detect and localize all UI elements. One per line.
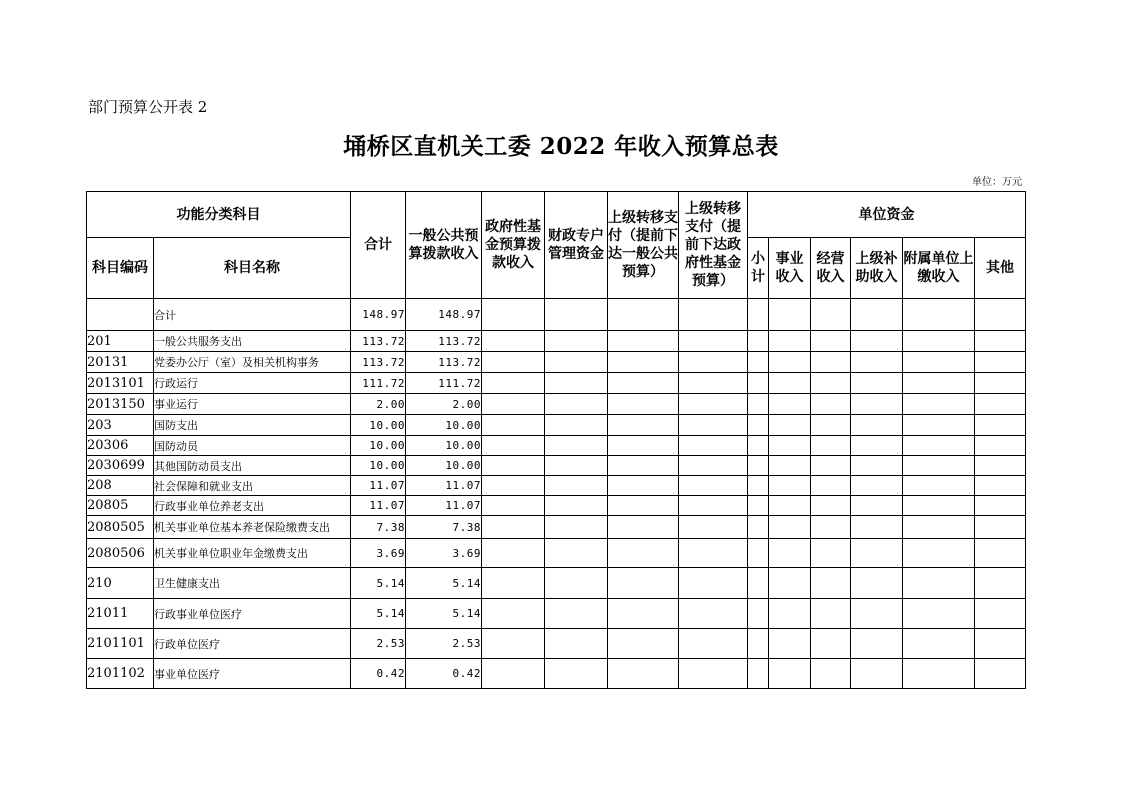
cell-code: 210	[87, 568, 154, 599]
cell-empty	[545, 436, 608, 456]
cell-empty	[679, 394, 748, 415]
cell-empty	[811, 568, 851, 599]
header-general-public-budget: 一般公共预算拨款收入	[406, 192, 482, 299]
cell-empty	[975, 331, 1026, 352]
cell-empty	[851, 516, 903, 539]
cell-empty	[748, 629, 769, 659]
cell-empty	[545, 629, 608, 659]
cell-empty	[545, 496, 608, 516]
cell-code: 20306	[87, 436, 154, 456]
header-business-income: 事业收入	[769, 238, 811, 299]
cell-general-public: 113.72	[406, 331, 482, 352]
cell-total: 148.97	[351, 299, 406, 331]
cell-general-public: 5.14	[406, 568, 482, 599]
cell-empty	[545, 659, 608, 689]
cell-empty	[748, 516, 769, 539]
cell-empty	[679, 599, 748, 629]
cell-general-public: 10.00	[406, 436, 482, 456]
cell-general-public: 5.14	[406, 599, 482, 629]
cell-empty	[811, 659, 851, 689]
cell-empty	[769, 331, 811, 352]
budget-table	[86, 191, 1026, 689]
table-row	[87, 331, 1026, 352]
cell-empty	[769, 476, 811, 496]
cell-code: 201	[87, 331, 154, 352]
cell-code: 2101102	[87, 659, 154, 689]
cell-empty	[975, 373, 1026, 394]
header-name: 科目名称	[154, 238, 351, 299]
cell-empty	[975, 299, 1026, 331]
cell-empty	[482, 331, 545, 352]
cell-empty	[545, 599, 608, 629]
cell-empty	[679, 629, 748, 659]
cell-code: 2013150	[87, 394, 154, 415]
cell-empty	[482, 599, 545, 629]
cell-empty	[482, 516, 545, 539]
cell-empty	[811, 436, 851, 456]
cell-code: 208	[87, 476, 154, 496]
cell-empty	[903, 394, 975, 415]
cell-empty	[975, 415, 1026, 436]
cell-name: 一般公共服务支出	[154, 331, 351, 352]
cell-empty	[545, 415, 608, 436]
header-subtotal: 小计	[748, 238, 769, 299]
cell-empty	[608, 436, 679, 456]
cell-empty	[975, 516, 1026, 539]
cell-empty	[482, 629, 545, 659]
cell-empty	[679, 539, 748, 568]
cell-general-public: 0.42	[406, 659, 482, 689]
cell-total: 0.42	[351, 659, 406, 689]
table-row	[87, 373, 1026, 394]
cell-empty	[748, 415, 769, 436]
cell-empty	[903, 659, 975, 689]
cell-empty	[545, 456, 608, 476]
cell-empty	[811, 599, 851, 629]
cell-empty	[769, 456, 811, 476]
cell-empty	[903, 568, 975, 599]
cell-empty	[811, 373, 851, 394]
cell-empty	[769, 629, 811, 659]
cell-empty	[482, 456, 545, 476]
table-row	[87, 516, 1026, 539]
cell-empty	[748, 331, 769, 352]
table-number-note: 部门预算公开表 2	[88, 98, 208, 116]
cell-empty	[851, 373, 903, 394]
header-code: 科目编码	[87, 238, 154, 299]
cell-empty	[608, 516, 679, 539]
header-total: 合计	[351, 192, 406, 299]
cell-empty	[545, 516, 608, 539]
cell-code: 20131	[87, 352, 154, 373]
cell-empty	[608, 599, 679, 629]
cell-code	[87, 299, 154, 331]
cell-empty	[851, 394, 903, 415]
cell-empty	[608, 629, 679, 659]
cell-empty	[748, 352, 769, 373]
cell-name: 国防支出	[154, 415, 351, 436]
header-functional-category: 功能分类科目	[87, 192, 351, 238]
cell-empty	[769, 496, 811, 516]
cell-empty	[903, 456, 975, 476]
cell-total: 2.00	[351, 394, 406, 415]
cell-empty	[811, 476, 851, 496]
cell-empty	[608, 352, 679, 373]
cell-empty	[769, 373, 811, 394]
cell-empty	[608, 456, 679, 476]
cell-empty	[903, 599, 975, 629]
cell-empty	[811, 352, 851, 373]
cell-name: 行政单位医疗	[154, 629, 351, 659]
table-row	[87, 394, 1026, 415]
cell-empty	[811, 415, 851, 436]
cell-empty	[748, 476, 769, 496]
cell-empty	[851, 456, 903, 476]
cell-name: 合计	[154, 299, 351, 331]
cell-total: 5.14	[351, 568, 406, 599]
cell-empty	[903, 516, 975, 539]
cell-code: 2030699	[87, 456, 154, 476]
cell-empty	[851, 599, 903, 629]
cell-empty	[545, 331, 608, 352]
cell-name: 党委办公厅（室）及相关机构事务	[154, 352, 351, 373]
cell-empty	[545, 568, 608, 599]
cell-empty	[851, 331, 903, 352]
cell-name: 事业单位医疗	[154, 659, 351, 689]
cell-empty	[748, 373, 769, 394]
cell-empty	[482, 659, 545, 689]
cell-code: 21011	[87, 599, 154, 629]
cell-empty	[679, 456, 748, 476]
cell-total: 10.00	[351, 436, 406, 456]
header-affiliated-income: 附属单位上缴收入	[903, 238, 975, 299]
cell-empty	[811, 456, 851, 476]
cell-empty	[903, 496, 975, 516]
cell-empty	[769, 436, 811, 456]
header-upper-transfer-general: 上级转移支付（提前下达一般公共预算）	[608, 192, 679, 299]
table-row	[87, 476, 1026, 496]
cell-empty	[851, 436, 903, 456]
cell-name: 行政运行	[154, 373, 351, 394]
cell-empty	[851, 496, 903, 516]
cell-empty	[975, 352, 1026, 373]
cell-empty	[769, 659, 811, 689]
cell-empty	[679, 659, 748, 689]
cell-empty	[769, 516, 811, 539]
cell-empty	[608, 539, 679, 568]
header-operating-income: 经营收入	[811, 238, 851, 299]
cell-empty	[545, 394, 608, 415]
header-other: 其他	[975, 238, 1026, 299]
cell-empty	[811, 394, 851, 415]
cell-empty	[482, 476, 545, 496]
cell-empty	[975, 629, 1026, 659]
cell-empty	[545, 476, 608, 496]
cell-code: 2080506	[87, 539, 154, 568]
cell-empty	[748, 394, 769, 415]
header-gov-fund-budget: 政府性基金预算拨款收入	[482, 192, 545, 299]
cell-empty	[811, 496, 851, 516]
table-row	[87, 456, 1026, 476]
cell-total: 113.72	[351, 331, 406, 352]
table-row	[87, 436, 1026, 456]
cell-empty	[748, 436, 769, 456]
cell-empty	[679, 352, 748, 373]
cell-general-public: 10.00	[406, 415, 482, 436]
cell-empty	[608, 659, 679, 689]
cell-empty	[851, 352, 903, 373]
cell-empty	[545, 539, 608, 568]
cell-code: 2080505	[87, 516, 154, 539]
cell-general-public: 113.72	[406, 352, 482, 373]
cell-empty	[975, 659, 1026, 689]
cell-total: 11.07	[351, 476, 406, 496]
cell-empty	[811, 516, 851, 539]
cell-empty	[975, 599, 1026, 629]
cell-empty	[748, 659, 769, 689]
cell-code: 203	[87, 415, 154, 436]
cell-empty	[903, 352, 975, 373]
cell-empty	[482, 415, 545, 436]
cell-total: 7.38	[351, 516, 406, 539]
cell-empty	[545, 352, 608, 373]
cell-empty	[679, 476, 748, 496]
cell-name: 事业运行	[154, 394, 351, 415]
cell-empty	[608, 476, 679, 496]
table-row	[87, 352, 1026, 373]
cell-empty	[608, 568, 679, 599]
cell-empty	[851, 539, 903, 568]
cell-empty	[679, 516, 748, 539]
cell-empty	[975, 476, 1026, 496]
cell-empty	[769, 394, 811, 415]
cell-empty	[608, 415, 679, 436]
cell-general-public: 2.53	[406, 629, 482, 659]
cell-empty	[482, 352, 545, 373]
cell-empty	[748, 299, 769, 331]
cell-empty	[851, 299, 903, 331]
cell-empty	[482, 496, 545, 516]
cell-total: 11.07	[351, 496, 406, 516]
table-row	[87, 568, 1026, 599]
cell-empty	[769, 352, 811, 373]
cell-empty	[975, 394, 1026, 415]
cell-empty	[811, 299, 851, 331]
cell-general-public: 11.07	[406, 496, 482, 516]
cell-empty	[975, 436, 1026, 456]
cell-empty	[608, 331, 679, 352]
cell-empty	[545, 299, 608, 331]
page-title: 埇桥区直机关工委 2022 年收入预算总表	[343, 133, 779, 160]
cell-empty	[679, 331, 748, 352]
cell-name: 卫生健康支出	[154, 568, 351, 599]
cell-empty	[679, 568, 748, 599]
cell-empty	[903, 331, 975, 352]
cell-name: 其他国防动员支出	[154, 456, 351, 476]
table-row	[87, 299, 1026, 331]
cell-empty	[482, 373, 545, 394]
cell-empty	[975, 568, 1026, 599]
cell-total: 111.72	[351, 373, 406, 394]
table-body	[87, 299, 1026, 689]
cell-empty	[769, 299, 811, 331]
cell-empty	[811, 629, 851, 659]
cell-general-public: 11.07	[406, 476, 482, 496]
cell-empty	[851, 659, 903, 689]
cell-empty	[769, 539, 811, 568]
cell-empty	[903, 415, 975, 436]
cell-empty	[769, 568, 811, 599]
table-row	[87, 629, 1026, 659]
cell-total: 10.00	[351, 456, 406, 476]
table-row	[87, 539, 1026, 568]
cell-general-public: 111.72	[406, 373, 482, 394]
cell-empty	[482, 394, 545, 415]
header-unit-funds: 单位资金	[748, 192, 1026, 238]
cell-general-public: 3.69	[406, 539, 482, 568]
cell-total: 113.72	[351, 352, 406, 373]
cell-empty	[545, 373, 608, 394]
cell-empty	[851, 415, 903, 436]
cell-name: 行政事业单位养老支出	[154, 496, 351, 516]
cell-empty	[851, 568, 903, 599]
cell-empty	[679, 496, 748, 516]
cell-empty	[748, 456, 769, 476]
cell-name: 国防动员	[154, 436, 351, 456]
cell-code: 2101101	[87, 629, 154, 659]
cell-total: 2.53	[351, 629, 406, 659]
cell-empty	[608, 496, 679, 516]
cell-empty	[811, 539, 851, 568]
table-row	[87, 599, 1026, 629]
cell-empty	[851, 476, 903, 496]
cell-empty	[903, 373, 975, 394]
cell-empty	[748, 599, 769, 629]
cell-empty	[769, 415, 811, 436]
cell-empty	[903, 476, 975, 496]
cell-name: 机关事业单位职业年金缴费支出	[154, 539, 351, 568]
cell-general-public: 10.00	[406, 456, 482, 476]
cell-empty	[482, 568, 545, 599]
cell-empty	[903, 436, 975, 456]
cell-empty	[679, 299, 748, 331]
cell-empty	[482, 539, 545, 568]
cell-empty	[679, 373, 748, 394]
cell-empty	[903, 299, 975, 331]
cell-empty	[608, 394, 679, 415]
cell-empty	[975, 456, 1026, 476]
header-upper-transfer-fund: 上级转移支付（提前下达政府性基金预算）	[679, 192, 748, 299]
header-fiscal-special-account: 财政专户管理资金	[545, 192, 608, 299]
cell-empty	[679, 436, 748, 456]
cell-empty	[482, 436, 545, 456]
cell-name: 机关事业单位基本养老保险缴费支出	[154, 516, 351, 539]
cell-name: 社会保障和就业支出	[154, 476, 351, 496]
cell-total: 5.14	[351, 599, 406, 629]
cell-empty	[608, 299, 679, 331]
cell-general-public: 7.38	[406, 516, 482, 539]
cell-total: 10.00	[351, 415, 406, 436]
cell-name: 行政事业单位医疗	[154, 599, 351, 629]
cell-empty	[679, 415, 748, 436]
cell-total: 3.69	[351, 539, 406, 568]
table-row	[87, 659, 1026, 689]
cell-general-public: 148.97	[406, 299, 482, 331]
cell-general-public: 2.00	[406, 394, 482, 415]
unit-label: 单位：万元	[972, 177, 1022, 188]
cell-empty	[608, 373, 679, 394]
cell-empty	[748, 496, 769, 516]
header-upper-subsidy: 上级补助收入	[851, 238, 903, 299]
cell-empty	[975, 539, 1026, 568]
cell-empty	[748, 568, 769, 599]
cell-empty	[748, 539, 769, 568]
cell-empty	[851, 629, 903, 659]
cell-empty	[975, 496, 1026, 516]
cell-empty	[903, 629, 975, 659]
cell-empty	[811, 331, 851, 352]
cell-empty	[903, 539, 975, 568]
table-row	[87, 496, 1026, 516]
table-row	[87, 415, 1026, 436]
cell-empty	[482, 299, 545, 331]
cell-code: 20805	[87, 496, 154, 516]
cell-code: 2013101	[87, 373, 154, 394]
cell-empty	[769, 599, 811, 629]
